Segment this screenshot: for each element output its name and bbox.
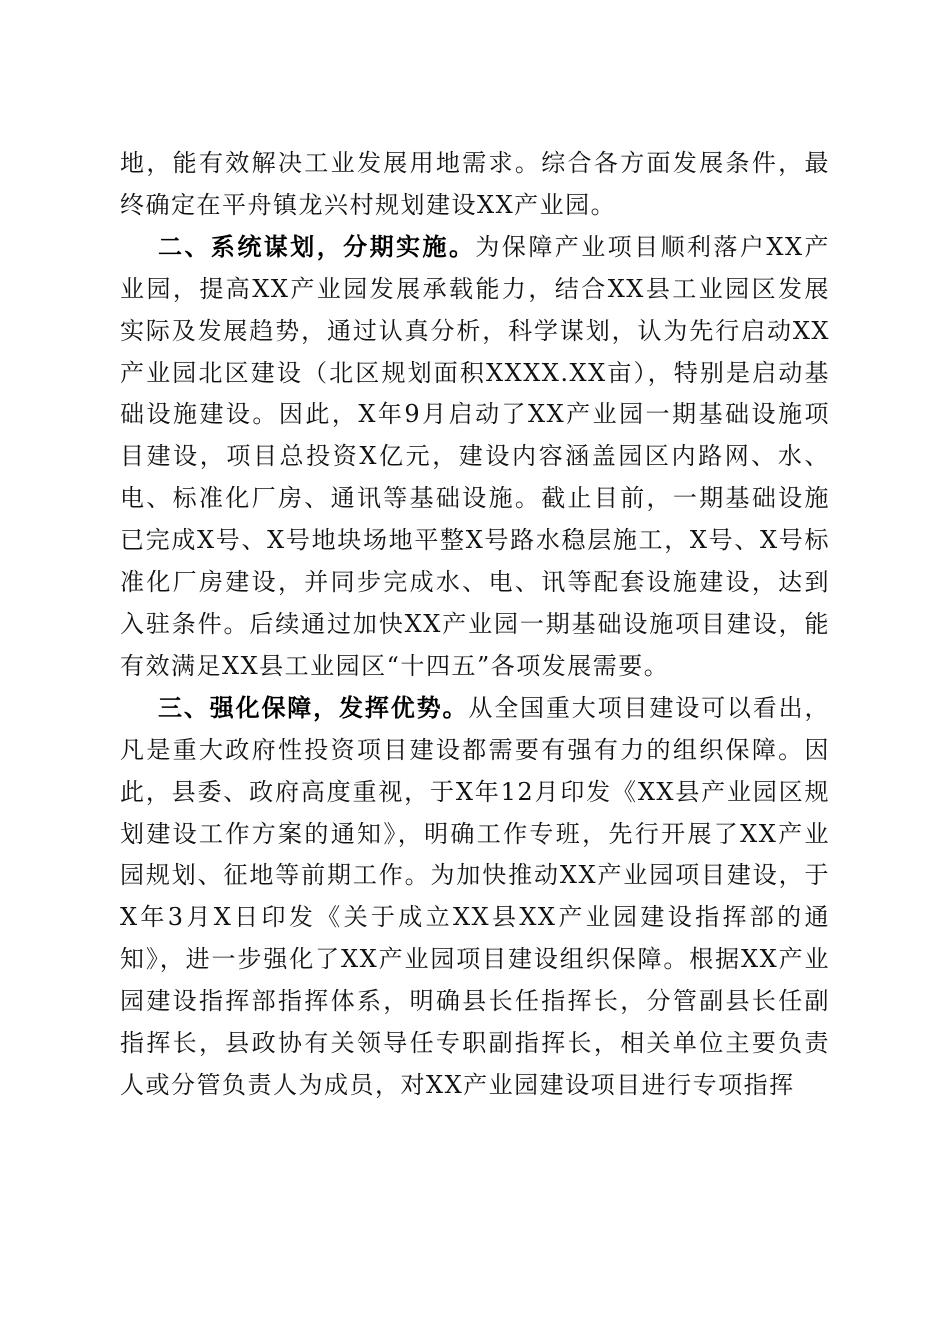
section-heading: 二、系统谋划，分期实施。: [158, 232, 476, 261]
paragraph-text: 为保障产业项目顺利落户XX产业园，提高XX产业园发展承载能力，结合XX县工业园区发展实际及发展趋势，通过认真分析，科学谋划，认为先行启动XX产业园北区建设（北区规划面积XXXX.XX亩），特别是启动基础设施建设。因此，X年9月启动了XX产业园一期基础设施项目建设，项目总投资X亿元，建设内容涵盖园区内路网、水、电、标准化厂房、通讯等基础设施。截止目前，一期基础设施已完成X号、X号地块场地平整X号路水稳层施工，X号、X号标准化厂房建设，并同步完成水、电、讯等配套设施建设，达到入驻条件。后续通过加快XX产业园一期基础设施项目建设，能有效满足XX县工业园区“十四五”各项发展需要。: [120, 232, 831, 680]
paragraph-section-three: [120, 688, 830, 1107]
paragraph-text: 从全国重大项目建设可以看出，凡是重大政府性投资项目建设都需要有强有力的组织保障。因此，县委、政府高度重视，于X年12月印发《XX县产业园区规划建设工作方案的通知》，明确工作专班，先行开展了XX产业园规划、征地等前期工作。为加快推动XX产业园项目建设，于X年3月X日印发《关于成立XX县XX产业园建设指挥部的通知》，进一步强化了XX产业园项目建设组织保障。根据XX产业园建设指挥部指挥体系，明确县长任指挥长，分管副县长任副指挥长，县政协有关领导任专职副指挥长，相关单位主要负责人或分管负责人为成员，对XX产业园建设项目进行专项指挥: [120, 693, 831, 1099]
section-heading: 三、强化保障，发挥优势。: [158, 693, 469, 722]
paragraph-section-two: [120, 227, 830, 688]
document-body: [120, 143, 830, 1107]
paragraph-text: 地，能有效解决工业发展用地需求。综合各方面发展条件，最终确定在平舟镇龙兴村规划建设XX产业园。: [120, 149, 830, 219]
paragraph-continuation: [120, 143, 830, 227]
